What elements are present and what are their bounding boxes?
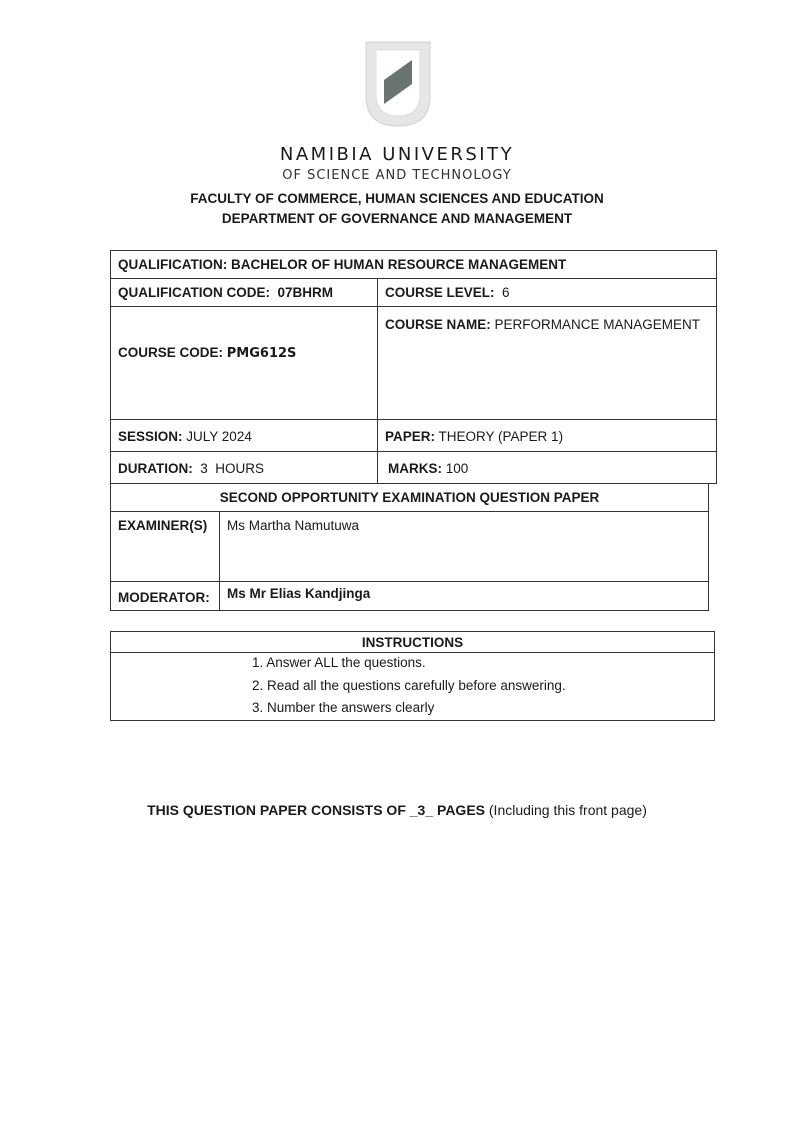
page-count-suffix: (Including this front page) <box>485 802 647 818</box>
university-logo-icon <box>362 38 434 130</box>
label: MODERATOR: <box>118 590 210 605</box>
course-level-value: 6 <box>502 285 510 300</box>
exam-title-cell <box>110 483 709 512</box>
department-heading: DEPARTMENT OF GOVERNANCE AND MANAGEMENT <box>221 211 573 226</box>
examiner-value: Ms Martha Namutuwa <box>227 518 360 533</box>
examiner-value-cell <box>219 511 709 582</box>
course-name-value: PERFORMANCE MANAGEMENT <box>494 317 701 332</box>
instruction-item: 2. Read all the questions carefully before answering. <box>252 678 566 693</box>
duration-value: 3 HOURS <box>200 461 265 476</box>
session-value: JULY 2024 <box>186 429 252 444</box>
course-name-cell <box>377 306 717 420</box>
marks-value: 100 <box>445 461 469 476</box>
course-level-cell <box>377 278 717 307</box>
qualification-cell <box>110 250 717 279</box>
duration-cell <box>110 451 378 484</box>
instruction-item: 3. Number the answers clearly <box>252 700 435 715</box>
label: SESSION: <box>118 429 183 444</box>
university-name: NAMIBIA UNIVERSITY <box>279 144 515 165</box>
moderator-label-cell <box>110 581 220 611</box>
paper-value: THEORY (PAPER 1) <box>438 429 564 444</box>
instructions-header <box>110 631 715 653</box>
moderator-value: Ms Mr Elias Kandjinga <box>227 586 371 601</box>
university-subtitle: OF SCIENCE AND TECHNOLOGY <box>282 168 512 183</box>
page-count-note <box>0 802 794 818</box>
label: QUALIFICATION CODE: <box>118 285 270 300</box>
course-code-value: PMG612S <box>226 346 297 361</box>
moderator-value-cell <box>219 581 709 611</box>
page-count-bold: THIS QUESTION PAPER CONSISTS OF _3_ PAGES <box>147 802 485 818</box>
label: EXAMINER(S) <box>118 518 208 533</box>
qualification-code-cell <box>110 278 378 307</box>
label: QUALIFICATION: <box>118 257 228 272</box>
exam-title: SECOND OPPORTUNITY EXAMINATION QUESTION PAPER <box>219 490 600 505</box>
marks-cell <box>377 451 717 484</box>
label: COURSE CODE: <box>118 345 224 360</box>
label: DURATION: <box>118 461 193 476</box>
label: PAPER: <box>385 429 436 444</box>
label: COURSE NAME: <box>385 317 491 332</box>
qualification-code-value: 07BHRM <box>277 285 334 300</box>
qualification-value: BACHELOR OF HUMAN RESOURCE MANAGEMENT <box>231 257 567 272</box>
instruction-item: 1. Answer ALL the questions. <box>252 655 426 670</box>
session-cell <box>110 419 378 452</box>
examiner-label-cell <box>110 511 220 582</box>
instructions-title: INSTRUCTIONS <box>361 635 464 650</box>
label: COURSE LEVEL: <box>385 285 495 300</box>
label: MARKS: <box>388 461 442 476</box>
faculty-heading: FACULTY OF COMMERCE, HUMAN SCIENCES AND EDUCATION <box>190 191 604 206</box>
paper-cell <box>377 419 717 452</box>
course-code-cell <box>110 306 378 420</box>
